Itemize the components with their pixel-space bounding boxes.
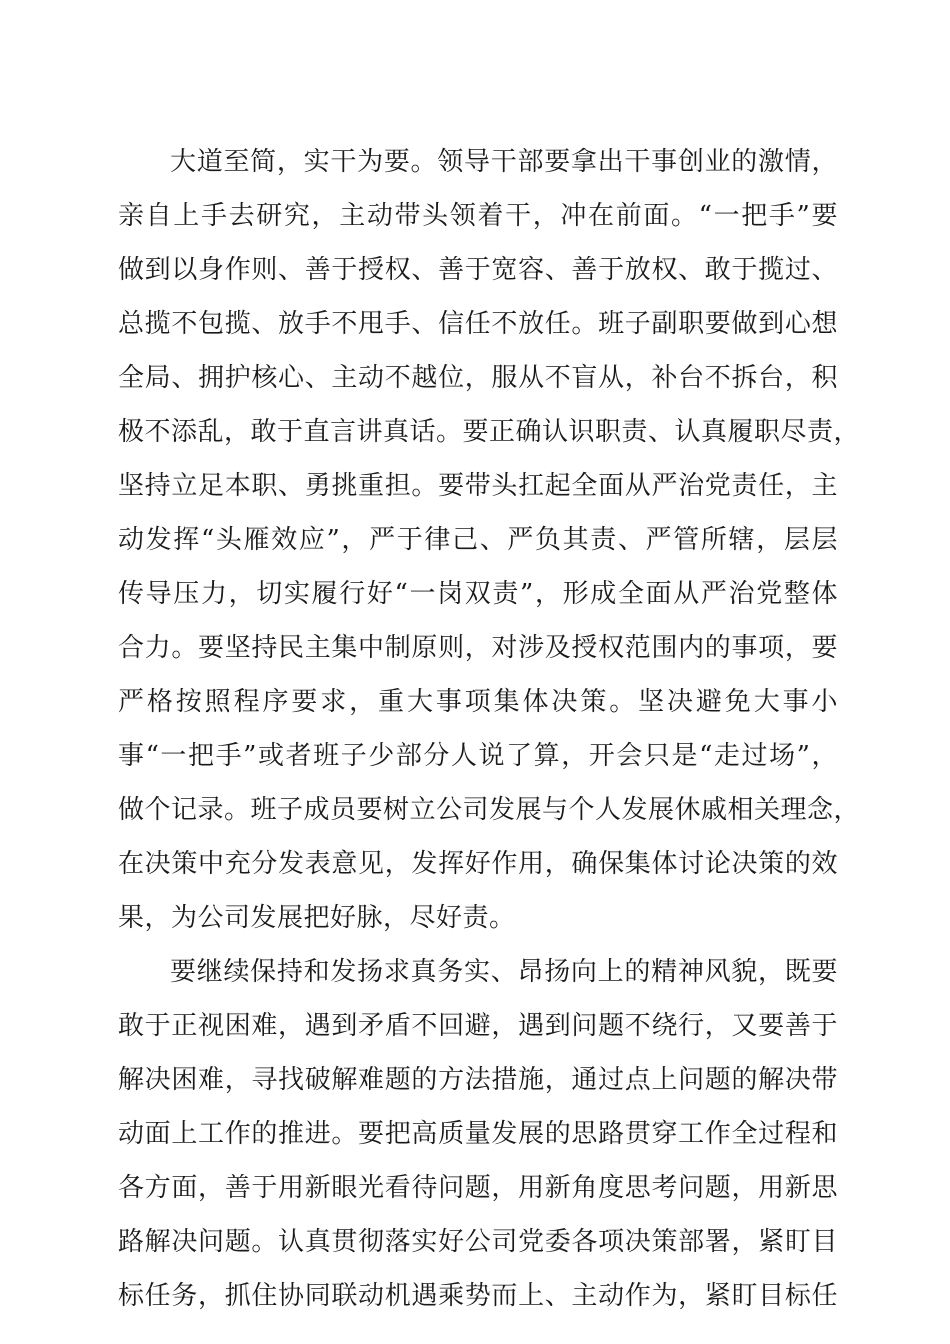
text-line: 动面上工作的推进。要把高质量发展的思路贯穿工作全过程和	[118, 1119, 838, 1149]
text-line: 做个记录。班子成员要树立公司发展与个人发展休戚相关理念，	[118, 795, 861, 825]
text-line: 敢于正视困难，遇到矛盾不回避，遇到问题不绕行，又要善于	[118, 1011, 838, 1041]
text-line: 亲自上手去研究，主动带头领着干，冲在前面。“一把手”要	[118, 201, 838, 231]
text-line: 解决困难，寻找破解难题的方法措施，通过点上问题的解决带	[118, 1065, 838, 1095]
text-line: 严格按照程序要求，重大事项集体决策。坚决避免大事小	[118, 687, 838, 717]
paragraph-pragmatism	[118, 947, 838, 1325]
document-body	[118, 137, 861, 1325]
text-line: 要继续保持和发扬求真务实、昂扬向上的精神风貌，既要	[170, 957, 838, 987]
text-line: 事“一把手”或者班子少部分人说了算，开会只是“走过场”，	[118, 741, 838, 771]
text-line: 大道至简，实干为要。领导干部要拿出干事创业的激情，	[170, 147, 838, 177]
text-line: 坚持立足本职、勇挑重担。要带头扛起全面从严治党责任，主	[118, 471, 838, 501]
text-line: 各方面，善于用新眼光看待问题，用新角度思考问题，用新思	[118, 1173, 838, 1203]
text-line: 标任务，抓住协同联动机遇乘势而上、主动作为，紧盯目标任	[118, 1281, 838, 1311]
text-line: 全局、拥护核心、主动不越位，服从不盲从，补台不拆台，积	[118, 363, 838, 393]
text-line: 总揽不包揽、放手不甩手、信任不放任。班子副职要做到心想	[118, 309, 838, 339]
text-line: 动发挥“头雁效应”，严于律己、严负其责、严管所辖，层层	[118, 525, 838, 555]
text-line: 合力。要坚持民主集中制原则，对涉及授权范围内的事项，要	[118, 633, 838, 663]
text-line: 做到以身作则、善于授权、善于宽容、善于放权、敢于揽过、	[118, 255, 838, 285]
text-line: 传导压力，切实履行好“一岗双责”，形成全面从严治党整体	[118, 579, 838, 609]
text-line: 果，为公司发展把好脉，尽好责。	[118, 903, 516, 933]
text-line: 在决策中充分发表意见，发挥好作用，确保集体讨论决策的效	[118, 849, 838, 879]
text-line: 路解决问题。认真贯彻落实好公司党委各项决策部署，紧盯目	[118, 1227, 838, 1257]
text-line: 极不添乱，敢于直言讲真话。要正确认识职责、认真履职尽责，	[118, 417, 861, 447]
paragraph-leadership	[118, 137, 861, 947]
